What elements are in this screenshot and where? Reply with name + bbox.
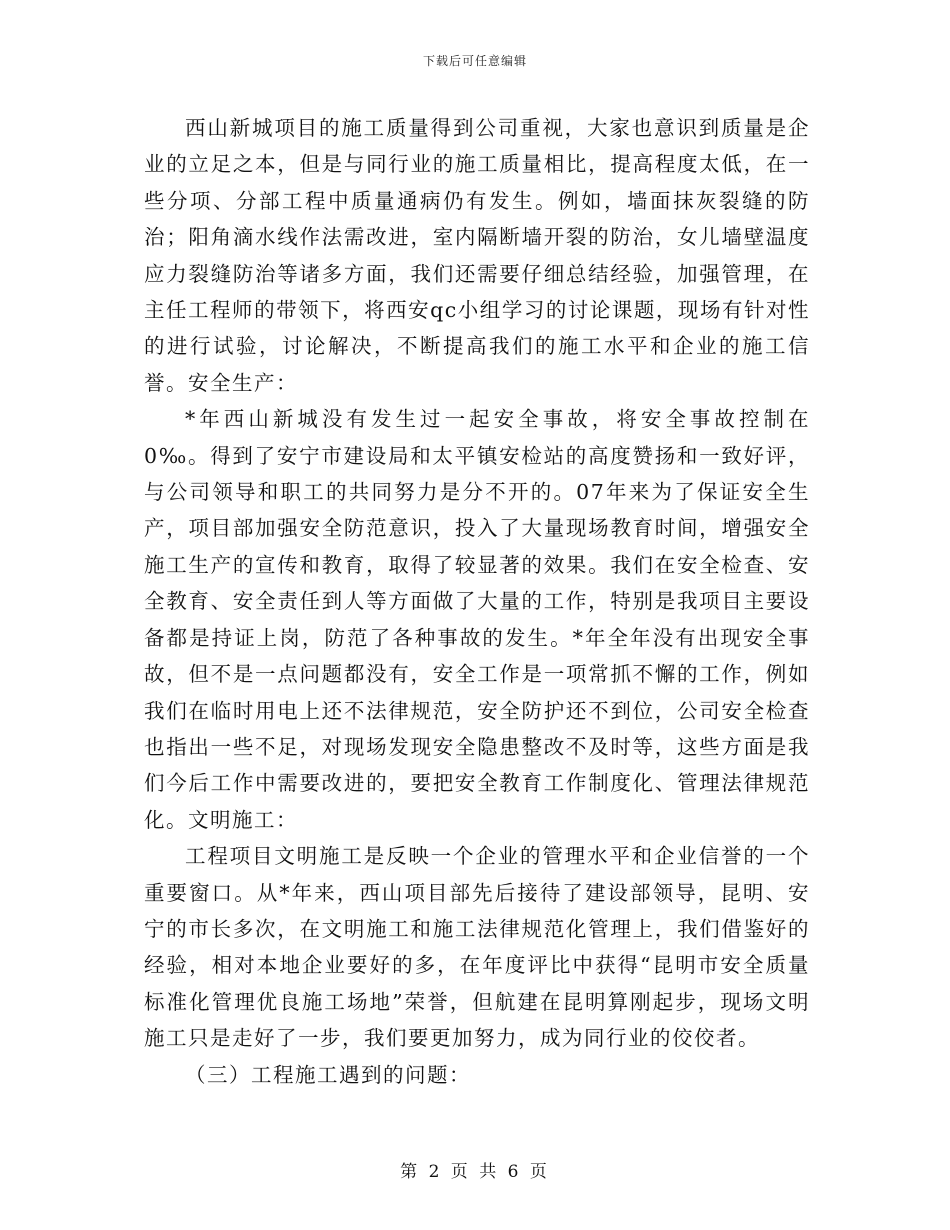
page-footer: 第 2 页 共 6 页 xyxy=(400,1162,550,1182)
document-body xyxy=(144,110,810,1093)
paragraph-quality: 西山新城项目的施工质量得到公司重视，大家也意识到质量是企业的立足之本，但是与同行业的施工质量相比，提高程度太低，在一些分项、分部工程中质量通病仍有发生。例如，墙面抹灰裂缝的防治；阳角滴水线作法需改进，室内隔断墙开裂的防治，女儿墙壁温度应力裂缝防治等诸多方面，我们还需要仔细总结经验，加强管理，在主任工程师的带领下，将西安qc小组学习的讨论课题，现场有针对性的进行试验，讨论解决，不断提高我们的施工水平和企业的施工信誉。安全生产： xyxy=(144,116,810,395)
paragraph-civilized-construction: 工程项目文明施工是反映一个企业的管理水平和企业信誉的一个重要窗口。从*年来，西山项目部先后接待了建设部领导，昆明、安宁的市长多次，在文明施工和施工法律规范化管理上，我们借鉴好的经验，相对本地企业要好的多，在年度评比中获得“昆明市安全质量标准化管理优良施工场地”荣誉，但航建在昆明算刚起步，现场文明施工只是走好了一步，我们要更加努力，成为同行业的佼佼者。 xyxy=(144,844,810,1051)
section-heading-problems: （三）工程施工遇到的问题： xyxy=(185,1062,471,1087)
paragraph-safety: *年西山新城没有发生过一起安全事故，将安全事故控制在0‰。得到了安宁市建设局和太平镇安检站的高度赞扬和一致好评，与公司领导和职工的共同努力是分不开的。07年来为了保证安全生产，项目部加强安全防范意识，投入了大量现场教育时间，增强安全施工生产的宣传和教育，取得了较显著的效果。我们在安全检查、安全教育、安全责任到人等方面做了大量的工作，特别是我项目主要设备都是持证上岗，防范了各种事故的发生。*年全年没有出现安全事故，但不是一点问题都没有，安全工作是一项常抓不懈的工作，例如我们在临时用电上还不法律规范，安全防护还不到位，公司安全检查也指出一些不足，对现场发现安全隐患整改不及时等，这些方面是我们今后工作中需要改进的，要把安全教育工作制度化、管理法律规范化。文明施工： xyxy=(144,407,810,832)
page-header: 下载后可任意编辑 xyxy=(422,54,527,68)
